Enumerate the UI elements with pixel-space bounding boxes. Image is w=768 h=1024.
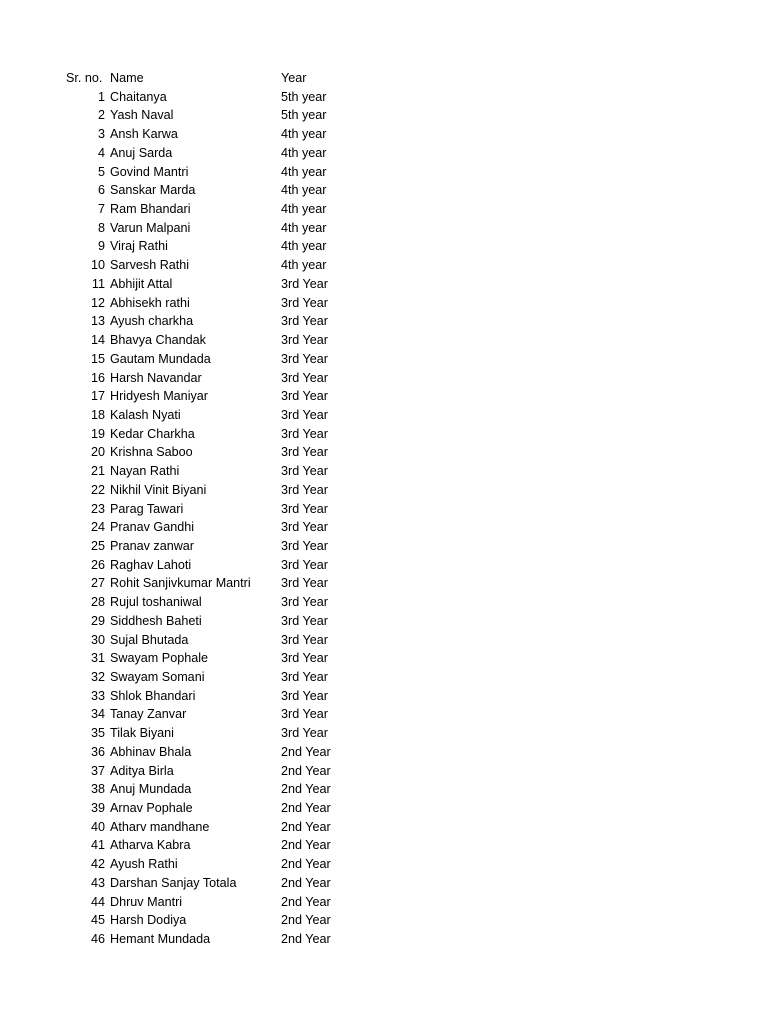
row-name: Sarvesh Rathi (110, 258, 190, 273)
table-row (0, 724, 768, 743)
member-table (0, 69, 768, 949)
row-year: 3rd Year (281, 613, 328, 628)
row-year: 5th year (281, 108, 327, 123)
row-year: 3rd Year (281, 595, 328, 610)
row-sr-no: 2 (97, 108, 105, 123)
row-sr-no: 14 (90, 333, 105, 348)
row-name: Atharv mandhane (110, 819, 210, 834)
row-name: Pranav zanwar (110, 538, 194, 553)
row-year: 5th year (281, 89, 327, 104)
row-name: Darshan Sanjay Totala (110, 875, 237, 890)
row-year: 3rd Year (281, 670, 328, 684)
row-name: Dhruv Mantri (110, 894, 183, 909)
row-name: Arnav Pophale (110, 801, 193, 816)
row-sr-no: 6 (97, 183, 105, 198)
row-year: 3rd Year (281, 576, 328, 591)
row-name: Ayush charkha (110, 314, 194, 329)
row-year: 3rd Year (281, 464, 328, 479)
row-year: 2nd Year (281, 819, 331, 834)
table-row (0, 331, 768, 350)
table-row (0, 649, 768, 668)
row-year: 4th year (281, 258, 327, 273)
row-name: Rujul toshaniwal (110, 595, 202, 610)
row-sr-no: 46 (90, 932, 105, 947)
row-sr-no: 4 (97, 145, 105, 160)
row-sr-no: 16 (90, 370, 105, 385)
row-year: 2nd Year (281, 838, 331, 853)
row-sr-no: 13 (90, 314, 105, 329)
row-name: Abhijit Attal (110, 276, 173, 291)
row-name: Pranav Gandhi (110, 520, 195, 535)
row-sr-no: 45 (90, 913, 105, 928)
row-sr-no: 39 (90, 801, 105, 816)
table-row (0, 762, 768, 781)
row-sr-no: 30 (90, 632, 105, 647)
table-row (0, 500, 768, 519)
row-name: Ansh Karwa (110, 127, 178, 142)
row-name: Hridyesh Maniyar (110, 389, 208, 404)
row-sr-no: 22 (90, 482, 105, 497)
row-name: Sujal Bhutada (110, 632, 189, 647)
table-row (0, 556, 768, 575)
row-sr-no: 3 (97, 127, 105, 142)
header-name: Name (110, 71, 144, 85)
table-row (0, 294, 768, 313)
row-sr-no: 5 (97, 164, 105, 179)
table-row (0, 256, 768, 275)
row-name: Ayush Rathi (110, 857, 178, 872)
row-sr-no: 27 (90, 576, 105, 591)
row-sr-no: 1 (97, 89, 105, 104)
row-year: 2nd Year (281, 932, 331, 947)
table-row (0, 125, 768, 144)
row-year: 4th year (281, 145, 327, 160)
row-sr-no: 17 (90, 389, 105, 404)
table-row (0, 481, 768, 500)
table-row (0, 219, 768, 238)
table-row (0, 818, 768, 837)
row-sr-no: 19 (90, 426, 105, 441)
row-name: Gautam Mundada (110, 351, 211, 366)
table-row (0, 743, 768, 762)
table-row (0, 574, 768, 593)
row-sr-no: 8 (97, 220, 105, 235)
header-year: Year (281, 71, 307, 85)
row-year: 3rd Year (281, 351, 328, 366)
row-name: Swayam Pophale (110, 651, 209, 666)
row-name: Swayam Somani (110, 670, 205, 684)
row-year: 3rd Year (281, 389, 328, 404)
row-sr-no: 42 (90, 857, 105, 872)
row-sr-no: 24 (90, 520, 105, 535)
row-name: Harsh Navandar (110, 370, 202, 385)
row-sr-no: 33 (90, 688, 105, 703)
table-row (0, 518, 768, 537)
row-name: Viraj Rathi (110, 239, 168, 254)
row-sr-no: 7 (97, 202, 105, 217)
table-row (0, 612, 768, 631)
row-name: Harsh Dodiya (110, 913, 187, 928)
row-name: Tanay Zanvar (110, 707, 187, 722)
table-row (0, 275, 768, 294)
row-name: Ram Bhandari (110, 202, 191, 217)
row-name: Nikhil Vinit Biyani (110, 482, 207, 497)
row-name: Siddhesh Baheti (110, 613, 202, 628)
row-year: 4th year (281, 202, 327, 217)
row-year: 3rd Year (281, 501, 328, 516)
row-sr-no: 34 (90, 707, 105, 722)
row-year: 3rd Year (281, 482, 328, 497)
row-year: 3rd Year (281, 707, 328, 722)
table-row (0, 668, 768, 687)
table-row (0, 312, 768, 331)
table-row (0, 406, 768, 425)
row-year: 3rd Year (281, 407, 328, 422)
table-row (0, 705, 768, 724)
table-row (0, 144, 768, 163)
table-row (0, 106, 768, 125)
row-sr-no: 41 (90, 838, 105, 853)
row-sr-no: 43 (90, 875, 105, 890)
row-year: 3rd Year (281, 370, 328, 385)
table-row (0, 350, 768, 369)
row-name: Parag Tawari (110, 501, 184, 516)
table-row (0, 780, 768, 799)
row-year: 3rd Year (281, 557, 328, 572)
row-name: Nayan Rathi (110, 464, 180, 479)
table-row (0, 369, 768, 388)
row-year: 3rd Year (281, 726, 328, 741)
row-year: 2nd Year (281, 913, 331, 928)
row-year: 3rd Year (281, 520, 328, 535)
header-sr-no: Sr. no. (66, 71, 103, 85)
row-year: 3rd Year (281, 333, 328, 348)
table-row (0, 200, 768, 219)
row-name: Aditya Birla (110, 763, 174, 778)
row-year: 2nd Year (281, 744, 331, 759)
row-sr-no: 36 (90, 744, 105, 759)
row-name: Kalash Nyati (110, 407, 181, 422)
row-sr-no: 31 (90, 651, 105, 666)
row-name: Chaitanya (110, 89, 167, 104)
row-name: Atharva Kabra (110, 838, 191, 853)
row-sr-no: 28 (90, 595, 105, 610)
row-sr-no: 29 (90, 613, 105, 628)
table-row (0, 855, 768, 874)
table-row (0, 443, 768, 462)
row-sr-no: 12 (90, 295, 105, 310)
row-name: Bhavya Chandak (110, 333, 206, 348)
table-row (0, 911, 768, 930)
table-body (0, 88, 768, 949)
row-name: Anuj Sarda (110, 145, 173, 160)
table-row (0, 593, 768, 612)
table-row (0, 462, 768, 481)
table-row (0, 687, 768, 706)
table-header-row (0, 69, 768, 88)
row-name: Tilak Biyani (110, 726, 174, 741)
row-year: 3rd Year (281, 276, 328, 291)
row-name: Abhinav Bhala (110, 744, 192, 759)
row-sr-no: 32 (90, 670, 105, 684)
row-year: 2nd Year (281, 857, 331, 872)
row-year: 4th year (281, 164, 327, 179)
row-sr-no: 15 (90, 351, 105, 366)
row-year: 4th year (281, 239, 327, 254)
row-year: 4th year (281, 183, 327, 198)
table-row (0, 425, 768, 444)
table-row (0, 799, 768, 818)
row-name: Anuj Mundada (110, 782, 192, 797)
row-year: 3rd Year (281, 445, 328, 460)
row-sr-no: 10 (90, 258, 105, 273)
row-sr-no: 23 (90, 501, 105, 516)
table-row (0, 163, 768, 182)
table-row (0, 930, 768, 949)
row-sr-no: 20 (90, 445, 105, 460)
row-name: Shlok Bhandari (110, 688, 196, 703)
row-year: 2nd Year (281, 782, 331, 797)
row-year: 3rd Year (281, 538, 328, 553)
row-name: Raghav Lahoti (110, 557, 192, 572)
row-name: Varun Malpani (110, 220, 191, 235)
table-row (0, 537, 768, 556)
row-sr-no: 25 (90, 538, 105, 553)
table-row (0, 631, 768, 650)
row-year: 3rd Year (281, 314, 328, 329)
row-name: Hemant Mundada (110, 932, 211, 947)
row-name: Kedar Charkha (110, 426, 195, 441)
row-sr-no: 21 (90, 464, 105, 479)
row-name: Govind Mantri (110, 164, 189, 179)
table-row (0, 874, 768, 893)
row-name: Rohit Sanjivkumar Mantri (110, 576, 251, 591)
row-sr-no: 11 (91, 276, 105, 291)
row-year: 3rd Year (281, 632, 328, 647)
table-row (0, 893, 768, 912)
row-year: 3rd Year (281, 295, 328, 310)
row-name: Abhisekh rathi (110, 295, 190, 310)
table-row (0, 88, 768, 107)
table-row (0, 387, 768, 406)
table-row (0, 836, 768, 855)
row-year: 3rd Year (281, 688, 328, 703)
row-year: 4th year (281, 220, 327, 235)
row-name: Sanskar Marda (110, 183, 196, 198)
table-row (0, 181, 768, 200)
row-year: 2nd Year (281, 894, 331, 909)
row-name: Yash Naval (110, 108, 174, 123)
row-sr-no: 37 (90, 763, 105, 778)
row-sr-no: 18 (90, 407, 105, 422)
row-sr-no: 38 (90, 782, 105, 797)
row-name: Krishna Saboo (110, 445, 193, 460)
row-year: 2nd Year (281, 763, 331, 778)
row-sr-no: 26 (90, 557, 105, 572)
row-year: 3rd Year (281, 651, 328, 666)
table-row (0, 237, 768, 256)
row-year: 4th year (281, 127, 327, 142)
row-sr-no: 9 (97, 239, 105, 254)
row-sr-no: 44 (90, 894, 105, 909)
row-sr-no: 40 (90, 819, 105, 834)
row-year: 2nd Year (281, 801, 331, 816)
row-sr-no: 35 (90, 726, 105, 741)
row-year: 2nd Year (281, 875, 331, 890)
row-year: 3rd Year (281, 426, 328, 441)
